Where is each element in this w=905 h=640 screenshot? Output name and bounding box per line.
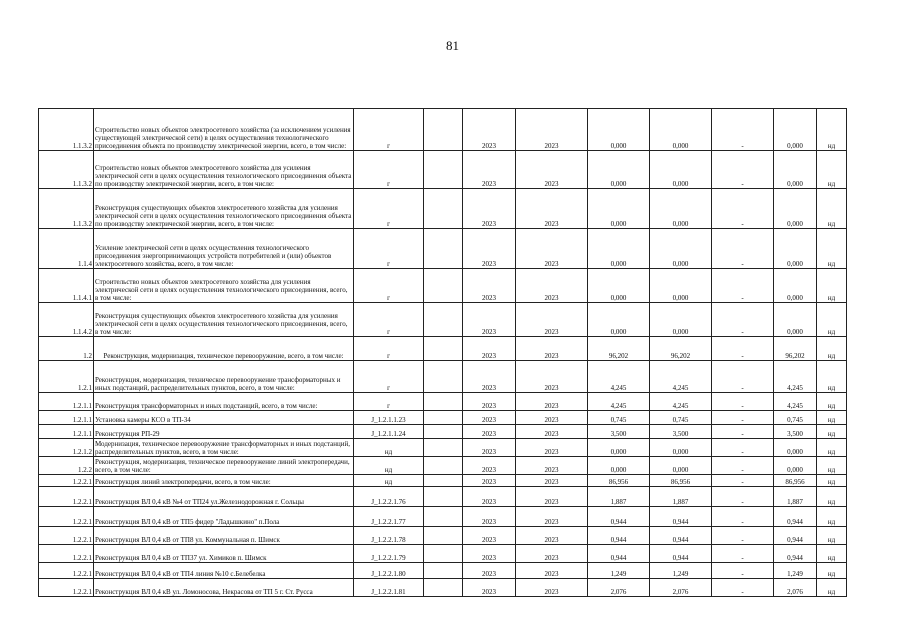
status-nd: нд [817, 457, 847, 475]
row-identifier: J_1.2.1.1.24 [354, 425, 424, 439]
value-finance: 0,000 [650, 109, 712, 151]
value-cost: 0,000 [588, 439, 650, 457]
value-finance: 0,944 [650, 507, 712, 527]
row-number: 1.2.2.1 [39, 487, 94, 507]
value-cost: 96,202 [588, 337, 650, 361]
table-row [39, 393, 847, 411]
year-start: 2023 [463, 411, 516, 425]
year-start: 2023 [463, 507, 516, 527]
value-cost: 0,000 [588, 229, 650, 269]
year-end: 2023 [516, 475, 588, 487]
value-total: 0,000 [774, 189, 817, 229]
value-finance: 2,076 [650, 579, 712, 597]
value-cost: 86,956 [588, 475, 650, 487]
status-nd: нд [817, 229, 847, 269]
value-total: 4,245 [774, 361, 817, 393]
value-dash: - [712, 229, 774, 269]
row-identifier: J_1.2.2.1.80 [354, 563, 424, 579]
status-nd: нд [817, 109, 847, 151]
year-start: 2023 [463, 563, 516, 579]
status-nd: нд [817, 475, 847, 487]
value-cost: 0,000 [588, 189, 650, 229]
row-number: 1.2.1 [39, 361, 94, 393]
value-dash: - [712, 579, 774, 597]
row-number: 1.2.1.1 [39, 411, 94, 425]
table-row [39, 475, 847, 487]
row-number: 1.1.4.1 [39, 269, 94, 303]
value-cost: 3,500 [588, 425, 650, 439]
empty-cell [424, 337, 463, 361]
value-dash: - [712, 189, 774, 229]
year-end: 2023 [516, 269, 588, 303]
year-end: 2023 [516, 507, 588, 527]
table-row [39, 425, 847, 439]
year-start: 2023 [463, 439, 516, 457]
year-end: 2023 [516, 411, 588, 425]
value-cost: 1,249 [588, 563, 650, 579]
year-end: 2023 [516, 579, 588, 597]
year-end: 2023 [516, 361, 588, 393]
row-name: Строительство новых объектов электросетевого хозяйства для усиления электрической сети в целях осуществления технологического присоединения, всего, в том числе: [94, 269, 354, 303]
year-start: 2023 [463, 109, 516, 151]
row-number: 1.1.3.2 [39, 109, 94, 151]
value-total: 0,000 [774, 109, 817, 151]
row-number: 1.2.2.1 [39, 579, 94, 597]
page-number: 81 [446, 38, 459, 53]
row-number: 1.2.1.1 [39, 393, 94, 411]
year-start: 2023 [463, 393, 516, 411]
value-dash: - [712, 527, 774, 545]
value-total: 0,000 [774, 303, 817, 337]
value-total: 96,202 [774, 337, 817, 361]
value-total: 0,944 [774, 507, 817, 527]
empty-cell [424, 507, 463, 527]
table-row [39, 527, 847, 545]
row-name: Реконструкция линий электропередачи, всего, в том числе: [94, 475, 354, 487]
table-row [39, 109, 847, 151]
value-cost: 4,245 [588, 361, 650, 393]
table-row [39, 487, 847, 507]
empty-cell [424, 425, 463, 439]
value-finance: 0,000 [650, 189, 712, 229]
row-number: 1.2.1.2 [39, 439, 94, 457]
value-cost: 0,000 [588, 109, 650, 151]
value-total: 1,887 [774, 487, 817, 507]
year-start: 2023 [463, 269, 516, 303]
year-start: 2023 [463, 337, 516, 361]
year-start: 2023 [463, 475, 516, 487]
status-nd: нд [817, 393, 847, 411]
row-name: Установка камеры КСО в ТП-34 [94, 411, 354, 425]
empty-cell [424, 487, 463, 507]
year-end: 2023 [516, 439, 588, 457]
table-row [39, 439, 847, 457]
empty-cell [424, 109, 463, 151]
empty-cell [424, 411, 463, 425]
year-end: 2023 [516, 229, 588, 269]
row-identifier: г [354, 229, 424, 269]
value-dash: - [712, 425, 774, 439]
value-dash: - [712, 563, 774, 579]
table-row [39, 457, 847, 475]
value-dash: - [712, 393, 774, 411]
year-start: 2023 [463, 545, 516, 563]
status-nd: нд [817, 151, 847, 189]
row-name: Строительство новых объектов электросетевого хозяйства для усиления электрической сети в целях осуществления технологического присоединения объекта по производству электрической энергии, всего, в том числе: [94, 151, 354, 189]
year-start: 2023 [463, 579, 516, 597]
value-dash: - [712, 361, 774, 393]
value-total: 3,500 [774, 425, 817, 439]
value-finance: 0,944 [650, 527, 712, 545]
table-row [39, 151, 847, 189]
year-end: 2023 [516, 563, 588, 579]
row-number: 1.1.3.2 [39, 151, 94, 189]
status-nd: нд [817, 507, 847, 527]
value-total: 0,745 [774, 411, 817, 425]
year-end: 2023 [516, 337, 588, 361]
status-nd: нд [817, 563, 847, 579]
status-nd: нд [817, 439, 847, 457]
year-start: 2023 [463, 425, 516, 439]
year-start: 2023 [463, 487, 516, 507]
year-end: 2023 [516, 109, 588, 151]
row-name: Реконструкция ВЛ 0,4 кВ №4 от ТП24 ул.Железнодорожная г. Сольцы [94, 487, 354, 507]
row-name: Реконструкция ВЛ 0,4 кВ от ТП37 ул. Химиков п. Шимск [94, 545, 354, 563]
row-name: Реконструкция РП-29 [94, 425, 354, 439]
row-name: Реконструкция ВЛ 0,4 кВ от ТП5 фидер "Ладышкино" п.Пола [94, 507, 354, 527]
row-name: Модернизация, техническое перевооружение трансформаторных и иных подстанций, распределительных пунктов, всего, в том числе: [94, 439, 354, 457]
value-dash: - [712, 457, 774, 475]
row-name: Усиление электрической сети в целях осуществления технологического присоединения энергопринимающих устройств потребителей и (или) объектов электросетевого хозяйства, всего, в том числе: [94, 229, 354, 269]
row-name: Строительство новых объектов электросетевого хозяйства (за исключением усиления существующей электрической сети) в целях осуществления технологического присоединения объекта по производству электрической энергии, всего, в том числе: [94, 109, 354, 151]
empty-cell [424, 303, 463, 337]
value-dash: - [712, 411, 774, 425]
row-number: 1.2 [39, 337, 94, 361]
value-total: 0,000 [774, 269, 817, 303]
value-finance: 0,000 [650, 151, 712, 189]
row-identifier: г [354, 151, 424, 189]
year-end: 2023 [516, 545, 588, 563]
row-identifier: г [354, 337, 424, 361]
year-end: 2023 [516, 425, 588, 439]
table-row [39, 545, 847, 563]
status-nd: нд [817, 411, 847, 425]
row-number: 1.2.2.1 [39, 507, 94, 527]
row-name: Реконструкция ВЛ 0,4 кВ ул. Ломоносова, Некрасова от ТП 5 г. Ст. Русса [94, 579, 354, 597]
value-total: 1,249 [774, 563, 817, 579]
value-finance: 0,000 [650, 457, 712, 475]
value-finance: 1,887 [650, 487, 712, 507]
value-finance: 3,500 [650, 425, 712, 439]
row-name: Реконструкция, модернизация, техническое перевооружение линий электропередачи, всего, в том числе: [94, 457, 354, 475]
table-row [39, 563, 847, 579]
row-number: 1.2.2.1 [39, 527, 94, 545]
row-identifier: J_1.2.1.1.23 [354, 411, 424, 425]
row-number: 1.1.4.2 [39, 303, 94, 337]
value-dash: - [712, 269, 774, 303]
value-cost: 0,944 [588, 545, 650, 563]
status-nd: нд [817, 337, 847, 361]
value-cost: 2,076 [588, 579, 650, 597]
year-start: 2023 [463, 151, 516, 189]
empty-cell [424, 269, 463, 303]
value-cost: 0,000 [588, 151, 650, 189]
value-finance: 0,000 [650, 303, 712, 337]
value-finance: 0,000 [650, 439, 712, 457]
value-finance: 1,249 [650, 563, 712, 579]
row-number: 1.2.2.1 [39, 563, 94, 579]
row-identifier: г [354, 189, 424, 229]
empty-cell [424, 229, 463, 269]
table-row [39, 229, 847, 269]
row-name: Реконструкция существующих объектов электросетевого хозяйства для усиления электрической сети в целях осуществления технологического присоединения, всего, в том числе: [94, 303, 354, 337]
table-row [39, 269, 847, 303]
year-end: 2023 [516, 189, 588, 229]
value-cost: 0,944 [588, 527, 650, 545]
row-number: 1.2.2.1 [39, 545, 94, 563]
row-identifier: J_1.2.2.1.79 [354, 545, 424, 563]
value-total: 0,000 [774, 457, 817, 475]
year-start: 2023 [463, 527, 516, 545]
value-total: 0,000 [774, 151, 817, 189]
value-dash: - [712, 475, 774, 487]
row-identifier: нд [354, 439, 424, 457]
status-nd: нд [817, 527, 847, 545]
year-end: 2023 [516, 303, 588, 337]
value-finance: 4,245 [650, 361, 712, 393]
status-nd: нд [817, 545, 847, 563]
value-finance: 4,245 [650, 393, 712, 411]
empty-cell [424, 475, 463, 487]
row-identifier: J_1.2.2.1.76 [354, 487, 424, 507]
table-row [39, 189, 847, 229]
value-dash: - [712, 109, 774, 151]
row-identifier: J_1.2.2.1.78 [354, 527, 424, 545]
value-finance: 0,745 [650, 411, 712, 425]
empty-cell [424, 563, 463, 579]
value-cost: 0,745 [588, 411, 650, 425]
empty-cell [424, 545, 463, 563]
value-cost: 0,000 [588, 269, 650, 303]
investment-program-table [38, 108, 847, 597]
value-cost: 4,245 [588, 393, 650, 411]
table-row [39, 411, 847, 425]
row-name: Реконструкция, модернизация, техническое перевооружение трансформаторных и иных подстанций, распределительных пунктов, всего, в том числе: [94, 361, 354, 393]
table-row [39, 361, 847, 393]
year-end: 2023 [516, 393, 588, 411]
row-number: 1.2.1.1 [39, 425, 94, 439]
row-identifier: г [354, 361, 424, 393]
value-total: 0,000 [774, 229, 817, 269]
value-finance: 0,944 [650, 545, 712, 563]
year-start: 2023 [463, 457, 516, 475]
empty-cell [424, 457, 463, 475]
table-row [39, 303, 847, 337]
year-end: 2023 [516, 151, 588, 189]
empty-cell [424, 361, 463, 393]
row-identifier: J_1.2.2.1.77 [354, 507, 424, 527]
row-number: 1.1.3.2 [39, 189, 94, 229]
row-identifier: нд [354, 475, 424, 487]
value-cost: 1,887 [588, 487, 650, 507]
status-nd: нд [817, 303, 847, 337]
row-number: 1.2.2 [39, 457, 94, 475]
value-dash: - [712, 545, 774, 563]
value-total: 2,076 [774, 579, 817, 597]
empty-cell [424, 189, 463, 229]
value-finance: 0,000 [650, 269, 712, 303]
empty-cell [424, 151, 463, 189]
row-name: Реконструкция трансформаторных и иных подстанций, всего, в том числе: [94, 393, 354, 411]
row-identifier: г [354, 303, 424, 337]
empty-cell [424, 393, 463, 411]
value-total: 0,944 [774, 527, 817, 545]
value-cost: 0,000 [588, 303, 650, 337]
empty-cell [424, 579, 463, 597]
value-dash: - [712, 507, 774, 527]
value-total: 4,245 [774, 393, 817, 411]
status-nd: нд [817, 579, 847, 597]
table-row [39, 337, 847, 361]
year-end: 2023 [516, 457, 588, 475]
row-identifier: г [354, 109, 424, 151]
status-nd: нд [817, 269, 847, 303]
status-nd: нд [817, 189, 847, 229]
value-finance: 86,956 [650, 475, 712, 487]
status-nd: нд [817, 425, 847, 439]
value-cost: 0,000 [588, 457, 650, 475]
row-name: Реконструкция ВЛ 0,4 кВ от ТП8 ул. Коммунальная п. Шимск [94, 527, 354, 545]
value-dash: - [712, 439, 774, 457]
row-name: Реконструкция существующих объектов электросетевого хозяйства для усиления электрической сети в целях осуществления технологического присоединения объекта по производству электрической энергии, всего, в том числе: [94, 189, 354, 229]
value-finance: 96,202 [650, 337, 712, 361]
row-identifier: г [354, 393, 424, 411]
year-start: 2023 [463, 303, 516, 337]
empty-cell [424, 527, 463, 545]
value-total: 86,956 [774, 475, 817, 487]
row-identifier: г [354, 269, 424, 303]
row-name: Реконструкция, модернизация, техническое перевооружение, всего, в том числе: [94, 337, 354, 361]
table-row [39, 507, 847, 527]
value-dash: - [712, 151, 774, 189]
row-number: 1.2.2.1 [39, 475, 94, 487]
value-finance: 0,000 [650, 229, 712, 269]
value-dash: - [712, 337, 774, 361]
value-total: 0,000 [774, 439, 817, 457]
year-start: 2023 [463, 361, 516, 393]
row-identifier: нд [354, 457, 424, 475]
value-dash: - [712, 487, 774, 507]
year-start: 2023 [463, 189, 516, 229]
status-nd: нд [817, 487, 847, 507]
value-dash: - [712, 303, 774, 337]
year-end: 2023 [516, 487, 588, 507]
year-end: 2023 [516, 527, 588, 545]
table-row [39, 579, 847, 597]
year-start: 2023 [463, 229, 516, 269]
status-nd: нд [817, 361, 847, 393]
empty-cell [424, 439, 463, 457]
value-cost: 0,944 [588, 507, 650, 527]
row-number: 1.1.4 [39, 229, 94, 269]
value-total: 0,944 [774, 545, 817, 563]
row-identifier: J_1.2.2.1.81 [354, 579, 424, 597]
row-name: Реконструкция ВЛ 0,4 кВ от ТП4 линия №10 с.Белебелка [94, 563, 354, 579]
